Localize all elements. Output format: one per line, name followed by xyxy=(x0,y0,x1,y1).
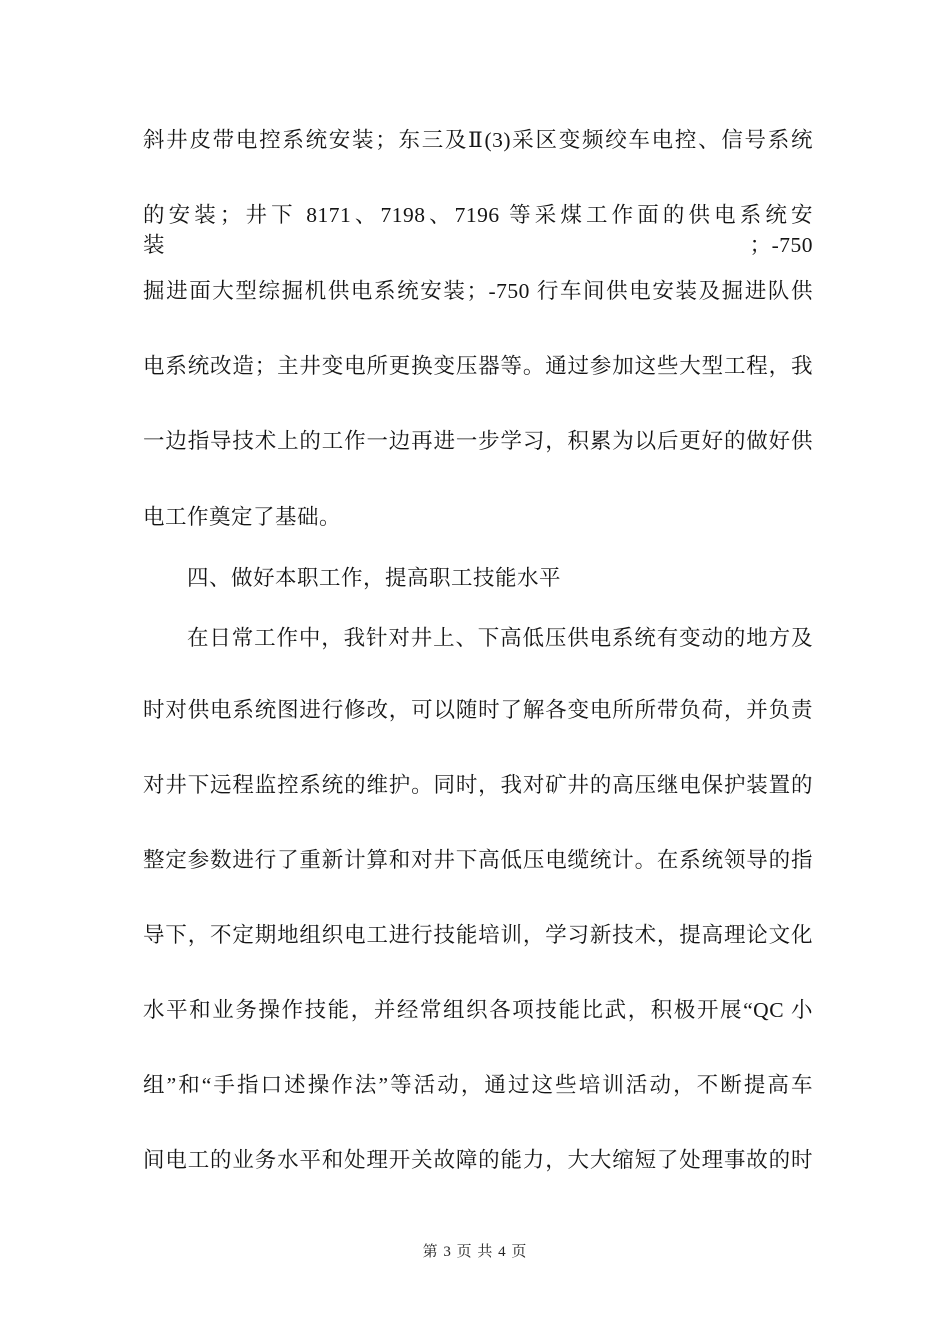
document-line: 电系统改造；主井变电所更换变压器等。通过参加这些大型工程，我 xyxy=(143,354,813,378)
document-line: 斜井皮带电控系统安装；东三及Ⅱ(3)采区变频绞车电控、信号系统 xyxy=(143,128,813,152)
document-line: 掘进面大型综掘机供电系统安装；-750 行车间供电安装及掘进队供 xyxy=(143,279,813,303)
document-line: 电工作奠定了基础。 xyxy=(143,505,342,529)
document-line: 间电工的业务水平和处理开关故障的能力，大大缩短了处理事故的时 xyxy=(143,1148,813,1172)
page-number-footer: 第 3 页 共 4 页 xyxy=(422,1244,528,1260)
document-line: 一边指导技术上的工作一边再进一步学习，积累为以后更好的做好供 xyxy=(143,429,813,453)
document-line: 时对供电系统图进行修改，可以随时了解各变电所所带负荷，并负责 xyxy=(143,698,813,722)
document-line: 水平和业务操作技能，并经常组织各项技能比武，积极开展“QC 小 xyxy=(143,998,813,1022)
document-line: 的安装；井下 8171、7198、7196 等采煤工作面的供电系统安装；-750 xyxy=(143,203,813,257)
document-line: 导下，不定期地组织电工进行技能培训，学习新技术，提高理论文化 xyxy=(143,923,813,947)
document-line: 整定参数进行了重新计算和对井下高低压电缆统计。在系统领导的指 xyxy=(143,848,813,872)
document-line: 在日常工作中，我针对井上、下高低压供电系统有变动的地方及 xyxy=(187,626,813,650)
document-line: 对井下远程监控系统的维护。同时，我对矿井的高压继电保护装置的 xyxy=(143,773,813,797)
document-line: 组”和“手指口述操作法”等活动，通过这些培训活动，不断提高车 xyxy=(143,1073,813,1097)
section-heading: 四、做好本职工作，提高职工技能水平 xyxy=(187,566,562,590)
